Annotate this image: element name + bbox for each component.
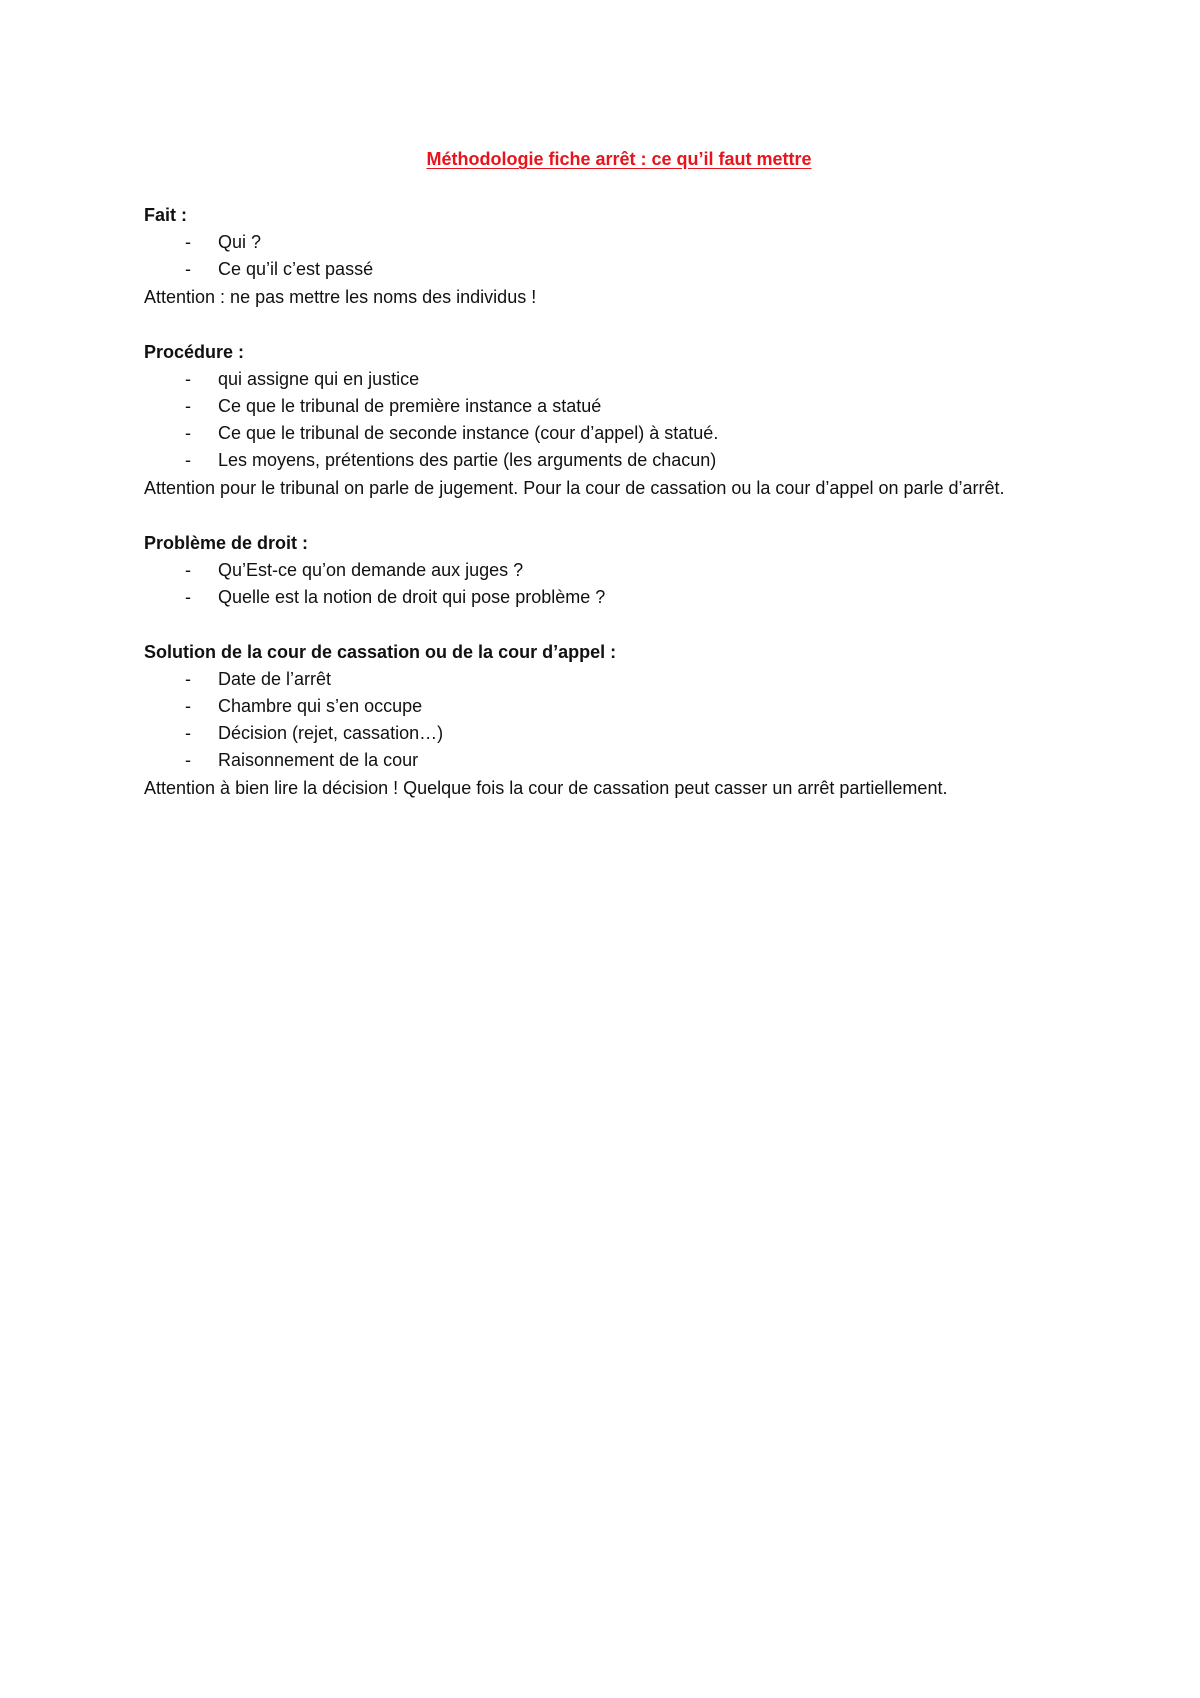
attention-note: Attention : ne pas mettre les noms des individus ! [144,287,537,307]
document-title: Méthodologie fiche arrêt : ce qu’il faut mettre [426,149,812,169]
list-item-text: Chambre qui s’en occupe [218,696,423,716]
document-content [144,146,1064,830]
list-item-text: Qui ? [218,232,262,252]
list-item [144,447,1064,474]
list-item [144,720,1064,747]
dash-bullet: - [185,723,191,743]
list-item [144,557,1064,584]
section-heading: Fait : [144,205,187,225]
dash-bullet: - [185,423,191,443]
dash-bullet: - [185,750,191,770]
list-item-text: Ce que le tribunal de première instance a statué [218,396,602,416]
list-item [144,393,1064,420]
list-item [144,366,1064,393]
dash-bullet: - [185,696,191,716]
section-procedure [144,339,1064,502]
section-probleme-de-droit [144,530,1064,611]
list-item-text: Raisonnement de la cour [218,750,419,770]
attention-note: Attention pour le tribunal on parle de jugement. Pour la cour de cassation ou la cour d’appel on parle d’arrêt. [144,478,1005,498]
list-item [144,666,1064,693]
list-item [144,256,1064,283]
list-item-text: Qu’Est-ce qu’on demande aux juges ? [218,560,524,580]
list-item-text: qui assigne qui en justice [218,369,420,389]
section-heading: Problème de droit : [144,533,309,553]
dash-bullet: - [185,259,191,279]
list-item [144,693,1064,720]
list-item [144,747,1064,774]
list-item [144,420,1064,447]
list-item-text: Quelle est la notion de droit qui pose problème ? [218,587,606,607]
section-heading: Procédure : [144,342,245,362]
dash-bullet: - [185,369,191,389]
section-fait [144,202,1064,311]
bullet-list [144,666,1064,774]
dash-bullet: - [185,396,191,416]
section-solution [144,639,1064,802]
bullet-list [144,229,1064,283]
list-item [144,584,1064,611]
bullet-list [144,557,1064,611]
dash-bullet: - [185,450,191,470]
list-item-text: Ce qu’il c’est passé [218,259,374,279]
list-item [144,229,1064,256]
list-item-text: Ce que le tribunal de seconde instance (cour d’appel) à statué. [218,423,719,443]
section-heading: Solution de la cour de cassation ou de la cour d’appel : [144,642,617,662]
bullet-list [144,366,1064,474]
dash-bullet: - [185,587,191,607]
attention-note: Attention à bien lire la décision ! Quelque fois la cour de cassation peut casser un arrêt partiellement. [144,778,948,798]
dash-bullet: - [185,232,191,252]
list-item-text: Date de l’arrêt [218,669,332,689]
list-item-text: Décision (rejet, cassation…) [218,723,444,743]
dash-bullet: - [185,560,191,580]
list-item-text: Les moyens, prétentions des partie (les arguments de chacun) [218,450,717,470]
dash-bullet: - [185,669,191,689]
